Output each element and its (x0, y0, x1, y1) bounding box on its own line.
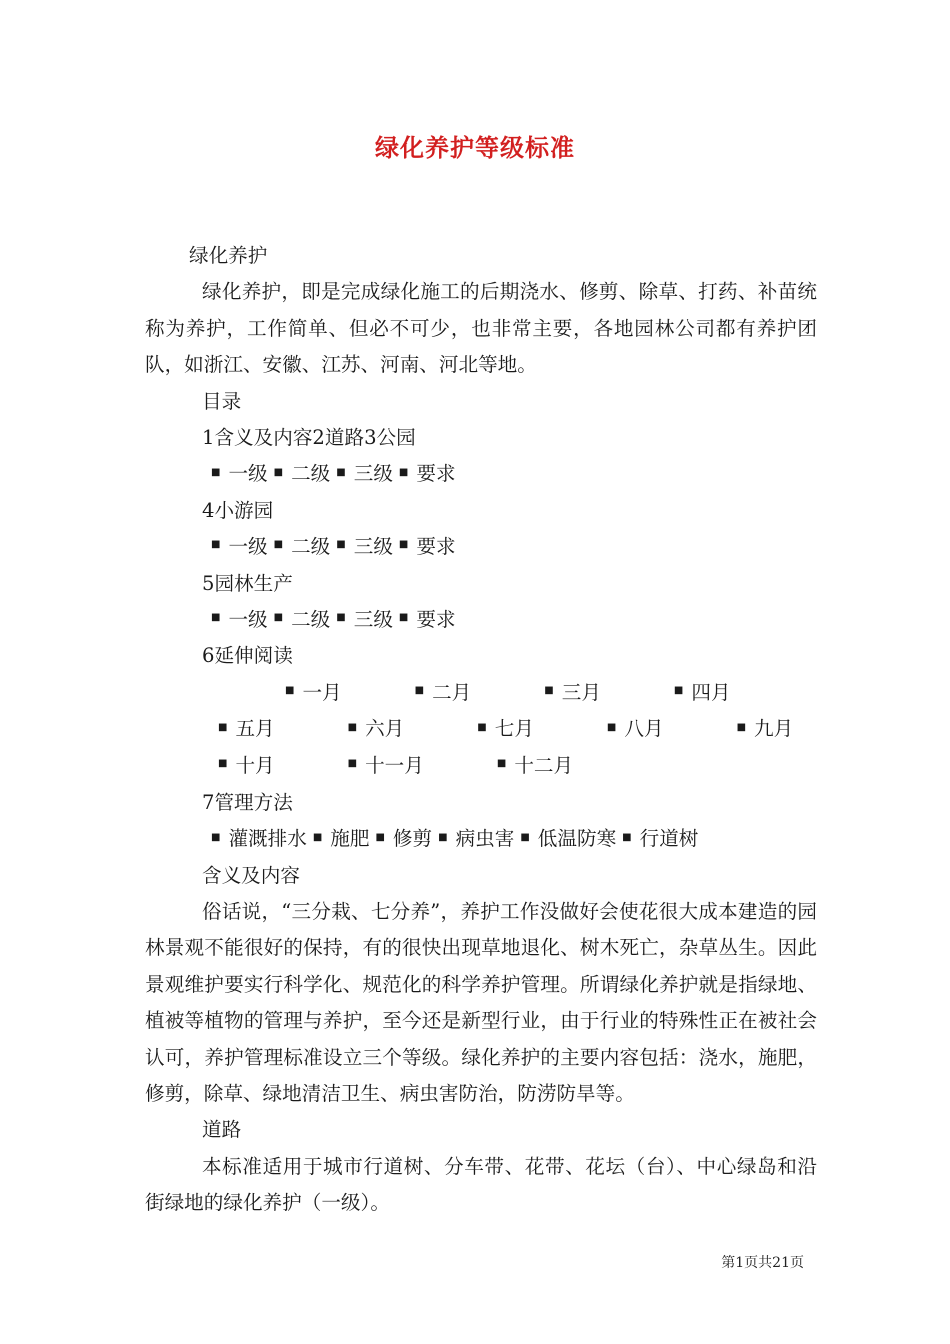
bullet-icon: ■ (312, 831, 323, 843)
bullet-icon: ■ (336, 612, 346, 624)
bullet-icon: ■ (336, 466, 346, 478)
list-item: 一级 (228, 535, 268, 559)
page-number-footer: 第1页共21页 (721, 1255, 804, 1271)
list-item: 施肥 (330, 827, 370, 851)
list-item: 二月 (432, 680, 472, 704)
section2-paragraph: 本标准适用于城市行道树、分车带、花带、花坛（台）、中心绿岛和沿街绿地的绿化养护（一级）。 (145, 1154, 817, 1215)
list-item: 十二月 (514, 754, 574, 778)
bullet-icon: ■ (218, 758, 228, 770)
bullet-icon: ■ (211, 466, 221, 478)
bullet-icon: ■ (211, 831, 221, 843)
list-item: 十月 (235, 754, 275, 778)
main-heading: 绿化养护 (189, 244, 268, 267)
section2-heading: 道路 (202, 1118, 242, 1142)
bullet-icon: ■ (736, 721, 747, 733)
toc-levels-list (145, 602, 817, 638)
toc-line-5: 7管理方法 (202, 790, 293, 814)
bullet-icon: ■ (211, 539, 221, 551)
bullet-icon: ■ (398, 539, 409, 551)
list-item: 要求 (416, 462, 456, 486)
list-item: 修剪 (392, 827, 433, 851)
list-item: 二级 (291, 607, 331, 631)
toc-months-list (145, 675, 817, 785)
list-item: 三级 (353, 535, 393, 559)
list-item: 十一月 (365, 754, 424, 778)
bullet-icon: ■ (496, 758, 507, 770)
bullet-icon: ■ (347, 758, 358, 770)
bullet-icon: ■ (285, 685, 295, 697)
toc-label: 目录 (202, 389, 242, 413)
list-item: 低温防寒 (537, 827, 617, 851)
list-item: 八月 (624, 717, 664, 741)
list-item: 六月 (365, 717, 405, 741)
list-item: 三级 (353, 607, 393, 631)
list-item: 要求 (416, 607, 456, 631)
intro-paragraph: 绿化养护，即是完成绿化施工的后期浇水、修剪、除草、打药、补苗统称为养护，工作简单、但必不可少，也非常主要，各地园林公司都有养护团队，如浙江、安徽、江苏、河南、河北等地。 (145, 280, 817, 377)
bullet-icon: ■ (520, 831, 530, 843)
list-item: 七月 (494, 717, 534, 741)
toc-levels-list (145, 529, 817, 565)
document-title: 绿化养护等级标准 (375, 133, 575, 162)
toc-line-4: 6延伸阅读 (202, 644, 293, 668)
list-item: 一级 (228, 462, 268, 486)
list-item: 三月 (561, 680, 601, 704)
section1-heading: 含义及内容 (202, 863, 300, 887)
bullet-icon: ■ (606, 721, 617, 733)
list-item: 一月 (302, 680, 342, 704)
list-item: 三级 (353, 462, 393, 486)
list-item: 行道树 (639, 827, 699, 851)
bullet-icon: ■ (273, 539, 284, 551)
toc-levels-list (145, 456, 817, 492)
document-body (145, 238, 817, 1222)
bullet-icon: ■ (673, 685, 684, 697)
list-item: 二级 (291, 462, 331, 486)
list-item: 二级 (291, 535, 331, 559)
bullet-icon: ■ (273, 612, 284, 624)
toc-line-3: 5园林生产 (202, 571, 293, 595)
toc-line-1: 1含义及内容2道路3公园 (202, 426, 416, 449)
bullet-icon: ■ (375, 831, 385, 843)
list-item: 九月 (754, 717, 794, 741)
bullet-icon: ■ (622, 831, 632, 843)
list-item: 一级 (228, 607, 268, 631)
bullet-icon: ■ (211, 612, 221, 624)
toc-line-2: 4小游园 (202, 498, 274, 522)
bullet-icon: ■ (398, 466, 409, 478)
bullet-icon: ■ (347, 721, 358, 733)
section1-paragraph: 俗话说，“三分栽、七分养”，养护工作没做好会使花很大成本建造的园林景观不能很好的保持，有的很快出现草地退化、树木死亡，杂草丛生。因此景观维护要实行科学化、规范化的科学养护管理。所谓绿化养护就是指绿地、植被等植物的管理与养护，至今还是新型行业，由于行业的特殊性正在被社会认可，养护管理标准设立三个等级。绿化养护的主要内容包括：浇水，施肥，修剪，除草、绿地清洁卫生、病虫害防治，防涝防旱等。 (145, 900, 817, 1106)
bullet-icon: ■ (477, 721, 487, 733)
bullet-icon: ■ (336, 539, 346, 551)
list-item: 病虫害 (455, 827, 515, 851)
bullet-icon: ■ (218, 721, 228, 733)
list-item: 要求 (416, 535, 456, 559)
bullet-icon: ■ (398, 612, 409, 624)
list-item: 灌溉排水 (228, 827, 307, 851)
list-item: 四月 (691, 680, 731, 704)
bullet-icon: ■ (544, 685, 554, 697)
toc-methods-list (145, 821, 817, 857)
bullet-icon: ■ (438, 831, 448, 843)
bullet-icon: ■ (273, 466, 284, 478)
list-item: 五月 (235, 717, 275, 741)
bullet-icon: ■ (414, 685, 425, 697)
